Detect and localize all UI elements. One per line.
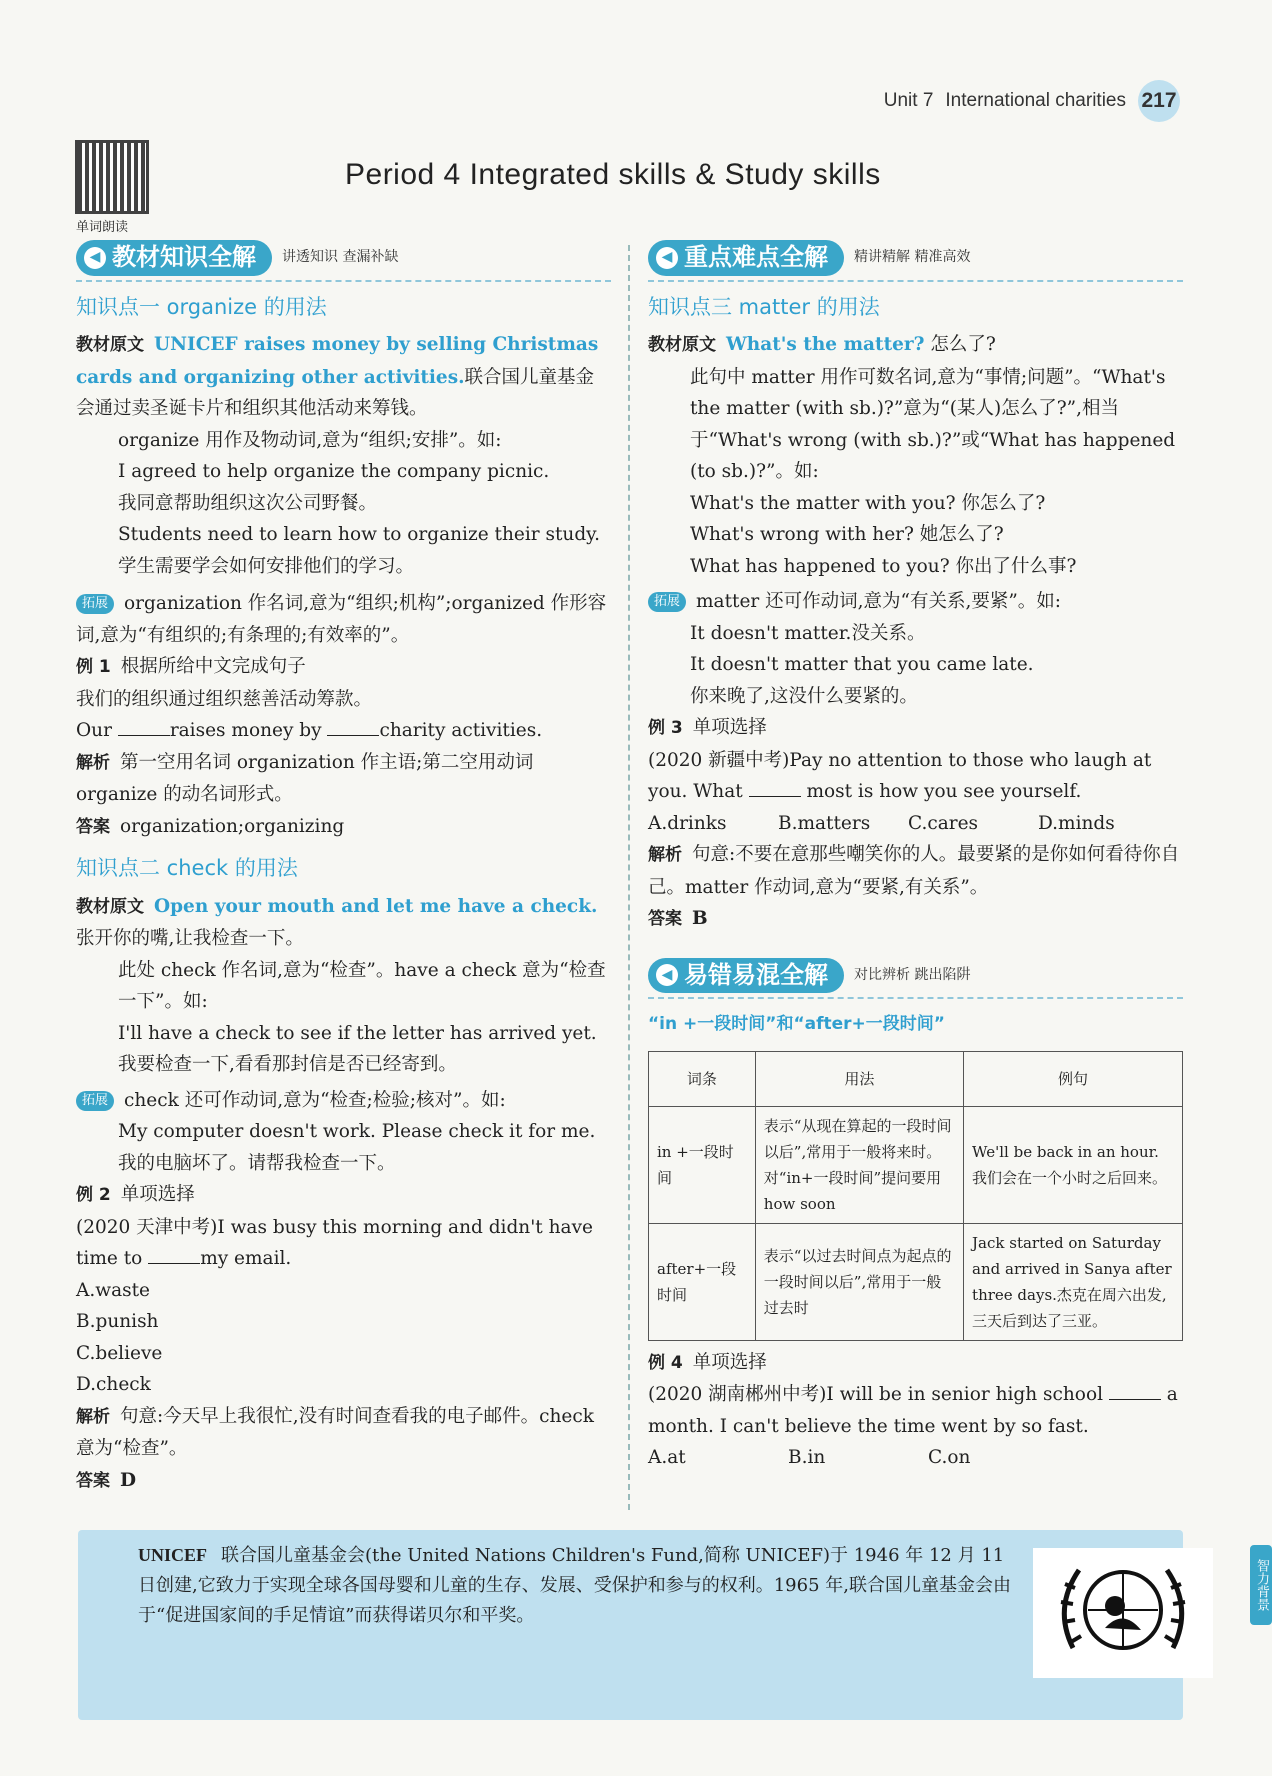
example-translation: 我要检查一下,看看那封信是否已经寄到。	[118, 1054, 457, 1075]
analysis-text: 句意:今天早上我很忙,没有时间查看我的电子邮件。check 意为“检查”。	[76, 1405, 594, 1459]
option: C.cares	[908, 812, 979, 834]
knowledge-point-heading: 知识点三 matter 的用法	[648, 294, 880, 319]
table-row	[649, 1106, 1183, 1223]
table-cell: We'll be back in an hour. 我们会在一个小时之后回来。	[964, 1106, 1183, 1223]
example-label: 例 2	[76, 1185, 111, 1205]
analysis-label: 解析	[76, 752, 110, 773]
original-text	[76, 329, 611, 425]
original-zh: 怎么了?	[930, 334, 996, 355]
label: 教材原文	[76, 335, 144, 355]
table-cell: 表示“以过去时间点为起点的一段时间以后”,常用于一般过去时	[755, 1223, 963, 1340]
original-zh: 联合国儿童基金会通过卖圣诞卡片和组织其他活动来筹钱。	[76, 366, 595, 419]
answer-text: D	[120, 1469, 137, 1491]
extension-text	[76, 1085, 611, 1117]
example-sentence: What's wrong with her? 她怎么了?	[690, 524, 1004, 545]
answer-blank	[1109, 1381, 1161, 1400]
table-cell: Jack started on Saturday and arrived in Sanya after three days.杰克在周六出发,三天后到达了三亚。	[964, 1223, 1183, 1340]
speaker-icon: ◀	[84, 247, 106, 269]
text-part: (2020 湖南郴州中考)I will be in senior high school	[648, 1384, 1109, 1405]
page-number: 217	[1138, 80, 1180, 122]
text-part: most is how you see yourself.	[806, 781, 1082, 802]
example-fill	[76, 715, 611, 747]
answer-label: 答案	[648, 909, 682, 929]
unicef-logo-icon	[1033, 1548, 1213, 1678]
extension-example: My computer doesn't work. Please check it for me.我的电脑坏了。请帮我检查一下。	[118, 1121, 596, 1174]
label: 教材原文	[648, 335, 716, 355]
table-row	[649, 1223, 1183, 1340]
background-info-box	[78, 1530, 1269, 1720]
options-row	[648, 1442, 1183, 1474]
usage-text: 此句中 matter 用作可数名词,意为“事情;问题”。“What's the matter (with sb.)?”意为“(某人)怎么了?”,相当于“What's wrong (with sb.)?”或“What has happened (to sb.)?”。如:	[690, 366, 1176, 482]
extension-text	[648, 586, 1183, 618]
analysis-text: 句意:不要在意那些嘲笑你的人。最要紧的是你如何看待你自己。matter 作动词,意为“要紧,有关系”。	[648, 844, 1180, 898]
option: B.matters	[778, 812, 871, 834]
extension-example: 你来晚了,这没什么要紧的。	[690, 685, 918, 707]
example-translation: 学生需要学会如何安排他们的学习。	[118, 555, 415, 577]
answer-blank	[148, 1245, 200, 1264]
background-info-text	[138, 1540, 1018, 1631]
extension-body: check 还可作动词,意为“检查;检验;核对”。如:	[124, 1089, 506, 1111]
answer-text: organization;organizing	[120, 815, 345, 837]
usage-text: 此处 check 作名词,意为“检查”。have a check 意为“检查一下”。如:	[118, 959, 606, 1012]
table-cell: 表示“从现在算起的一段时间以后”,常用于一般将来时。对“in+一段时间”提问要用 how soon	[755, 1106, 963, 1223]
example-sentence: I agreed to help organize the company picnic.	[118, 461, 550, 482]
table-header-row	[649, 1051, 1183, 1106]
table-cell: in +一段时间	[649, 1106, 756, 1223]
example-title: 根据所给中文完成句子	[120, 656, 306, 677]
extension-badge: 拓展	[76, 594, 114, 614]
option: C.on	[928, 1447, 971, 1468]
knowledge-point-heading: 知识点一 organize 的用法	[76, 294, 327, 319]
section-pill	[648, 958, 844, 994]
example-title: 单项选择	[692, 1351, 767, 1373]
example-heading	[648, 1347, 1183, 1380]
options-row	[648, 808, 1183, 840]
section-subtitle: 精讲精解 精准高效	[854, 249, 971, 265]
option: D.check	[76, 1374, 151, 1395]
text-part: my email.	[200, 1248, 292, 1269]
table-header: 例句	[964, 1051, 1183, 1106]
option: B.punish	[76, 1311, 159, 1332]
text-part: (2020 新疆中考)Pay no attention to those who laugh at you. What	[648, 749, 1152, 802]
option: C.believe	[76, 1342, 163, 1364]
example-title: 单项选择	[120, 1184, 195, 1205]
extension-example: It doesn't matter that you came late.	[690, 654, 1034, 675]
example-question	[648, 1379, 1183, 1442]
topic-label: International charities	[945, 90, 1126, 111]
original-en: What's the matter?	[726, 334, 925, 355]
label: 教材原文	[76, 896, 144, 917]
extension-text	[76, 588, 611, 651]
info-body: 联合国儿童基金会(the United Nations Children's Fund,简称 UNICEF)于 1946 年 12 月 11 日创建,它致力于实现全球各国母婴和儿童的生存、发展、受保护和参与的权利。1965 年,联合国儿童基金会由于“促进国家间的手足情谊”而获得诺贝尔和平奖。	[138, 1545, 1011, 1626]
example-sentence: I'll have a check to see if the letter has arrived yet.	[118, 1022, 597, 1044]
left-column	[76, 240, 611, 1497]
answer-blank	[118, 717, 170, 736]
extension-badge: 拓展	[648, 592, 686, 612]
section-title: 易错易混全解	[684, 960, 828, 989]
original-en: UNICEF raises money by selling Christmas cards and organizing other activities.	[76, 334, 599, 388]
speaker-icon: ◀	[656, 247, 678, 269]
extension-badge: 拓展	[76, 1091, 114, 1111]
table-header: 词条	[649, 1051, 756, 1106]
answer-blank	[749, 778, 801, 797]
section-pill	[648, 240, 844, 276]
example-heading	[76, 651, 611, 684]
example-zh: 我们的组织通过组织慈善活动筹款。	[76, 688, 373, 710]
example-title: 单项选择	[692, 717, 767, 738]
qr-code-icon[interactable]	[75, 140, 149, 214]
comparison-table	[648, 1051, 1183, 1341]
speaker-icon: ◀	[656, 964, 678, 986]
table-header: 用法	[755, 1051, 963, 1106]
section-banner	[648, 240, 1183, 282]
side-tag: 智力背景	[1250, 1545, 1272, 1625]
answer	[648, 903, 1183, 936]
extension-example: It doesn't matter.没关系。	[690, 622, 926, 644]
section-banner	[648, 958, 1183, 1000]
section-pill	[76, 240, 272, 276]
text-part: charity activities.	[379, 720, 543, 741]
analysis-text: 第一空用名词 organization 作主语;第二空用动词 organize 的动名词形式。	[76, 751, 534, 805]
section-subtitle: 讲透知识 查漏补缺	[282, 249, 399, 265]
analysis-label: 解析	[76, 1406, 110, 1427]
answer-blank	[327, 717, 379, 736]
right-column	[648, 240, 1183, 1474]
option: A.waste	[76, 1279, 150, 1301]
qr-label: 单词朗读	[76, 220, 129, 235]
section-title: 教材知识全解	[112, 243, 256, 271]
analysis	[76, 1401, 611, 1465]
page-title: Period 4 Integrated skills & Study skills	[345, 158, 881, 191]
text-part: (2020 天津中考)I was busy this morning and didn't have time to	[76, 1216, 593, 1269]
option: D.minds	[1038, 812, 1115, 834]
table-cell: after+一段时间	[649, 1223, 756, 1340]
section-banner	[76, 240, 611, 282]
example-sentence: What has happened to you? 你出了什么事?	[690, 555, 1077, 577]
original-zh: 张开你的嘴,让我检查一下。	[76, 928, 304, 949]
option: A.drinks	[648, 812, 727, 834]
section-title: 重点难点全解	[684, 243, 828, 271]
example-question	[76, 1212, 611, 1275]
analysis	[76, 747, 611, 811]
original-text	[76, 891, 611, 955]
answer-label: 答案	[76, 1470, 110, 1491]
example-label: 例 4	[648, 1352, 683, 1373]
original-text	[648, 329, 1183, 362]
extension-body: matter 还可作动词,意为“有关系,要紧”。如:	[696, 591, 1062, 612]
answer	[76, 1465, 611, 1498]
answer-text: B	[692, 908, 708, 929]
text-part: a month. I can't believe the time went by so fast.	[648, 1384, 1178, 1437]
option: B.in	[788, 1447, 826, 1468]
text-part: Our	[76, 720, 118, 741]
example-sentence: What's the matter with you? 你怎么了?	[690, 492, 1046, 514]
usage-text: organize 用作及物动词,意为“组织;安排”。如:	[118, 429, 502, 451]
example-label: 例 3	[648, 718, 683, 738]
text-part: raises money by	[169, 720, 328, 741]
answer	[76, 811, 611, 844]
option: A.at	[648, 1447, 686, 1468]
example-sentence: Students need to learn how to organize their study.	[118, 524, 601, 545]
page-header	[884, 80, 1180, 122]
analysis	[648, 839, 1183, 903]
info-term: UNICEF	[138, 1545, 208, 1565]
section-subtitle: 对比辨析 跳出陷阱	[854, 966, 971, 983]
column-divider	[628, 245, 630, 1510]
analysis-label: 解析	[648, 845, 682, 865]
table-title: “in +一段时间”和“after+一段时间”	[648, 1014, 945, 1034]
unit-label: Unit 7	[883, 90, 934, 111]
knowledge-point-heading: 知识点二 check 的用法	[76, 856, 298, 880]
example-question	[648, 745, 1183, 808]
example-translation: 我同意帮助组织这次公司野餐。	[118, 492, 378, 514]
example-label: 例 1	[76, 657, 111, 677]
original-en: Open your mouth and let me have a check.	[154, 895, 598, 917]
example-heading	[76, 1179, 611, 1212]
extension-body: organization 作名词,意为“组织;机构”;organized 作形容词,意为“有组织的;有条理的;有效率的”。	[76, 593, 607, 646]
example-heading	[648, 712, 1183, 745]
answer-label: 答案	[76, 816, 110, 837]
